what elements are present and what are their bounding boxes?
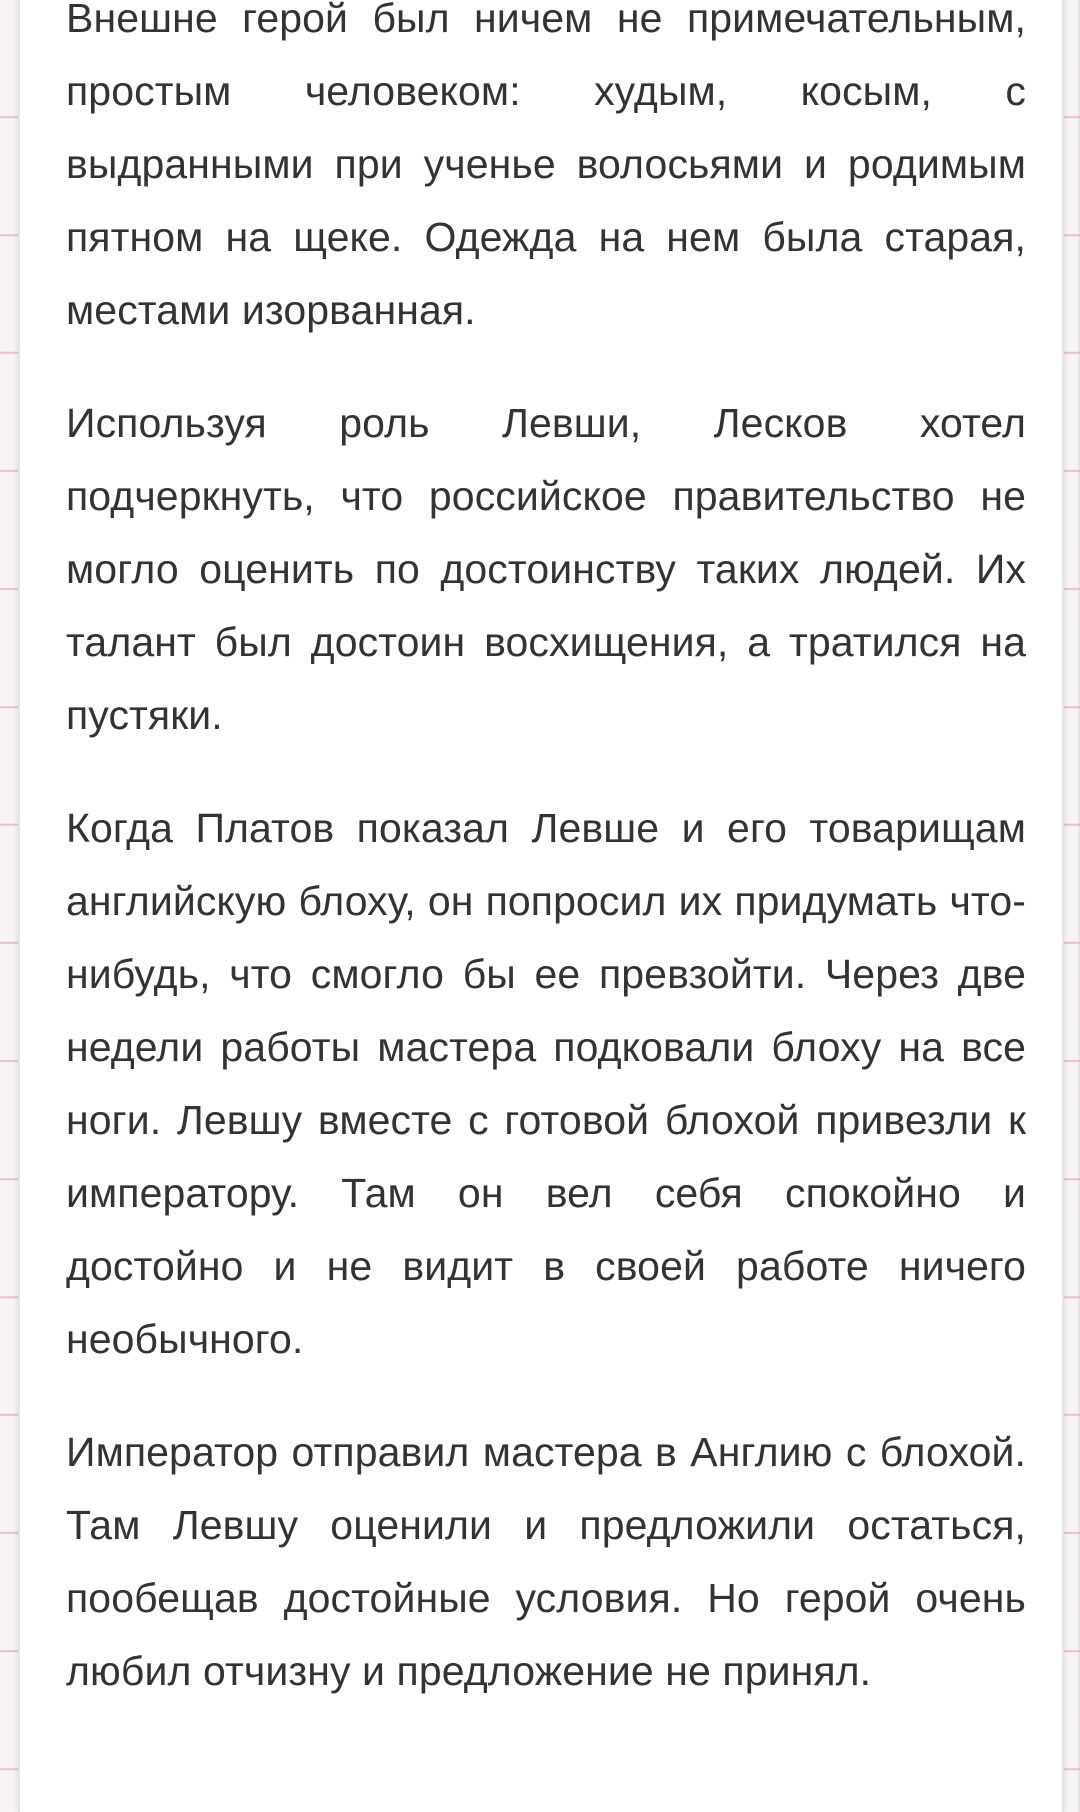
article-content (66, 0, 1026, 1748)
paragraph-england-trip: Император отправил мастера в Англию с блохой. Там Левшу оценили и предложили остаться, пообещав достойные условия. Но герой очень любил отчизну и предложение не принял. (66, 1429, 1026, 1694)
paragraph-author-intent: Используя роль Левши, Лесков хотел подчеркнуть, что российское правительство не могло оценить по достоинству таких людей. Их талант был достоин восхищения, а тратился на пустяки. (66, 400, 1026, 738)
paragraph-appearance: Внешне герой был ничем не примечательным, простым человеком: худым, косым, с выдранными при ученье волосьями и родимым пятном на щеке. Одежда на нем была старая, местами изорванная. (66, 0, 1026, 333)
paragraph-flea-shoeing: Когда Платов показал Левше и его товарищам английскую блоху, он попросил их придумать что-нибудь, что смогло бы ее превзойти. Через две недели работы мастера подковали блоху на все ноги. Левшу вместе с готовой блохой привезли к императору. Там он вел себя спокойно и достойно и не видит в своей работе ничего необычного. (66, 805, 1026, 1362)
